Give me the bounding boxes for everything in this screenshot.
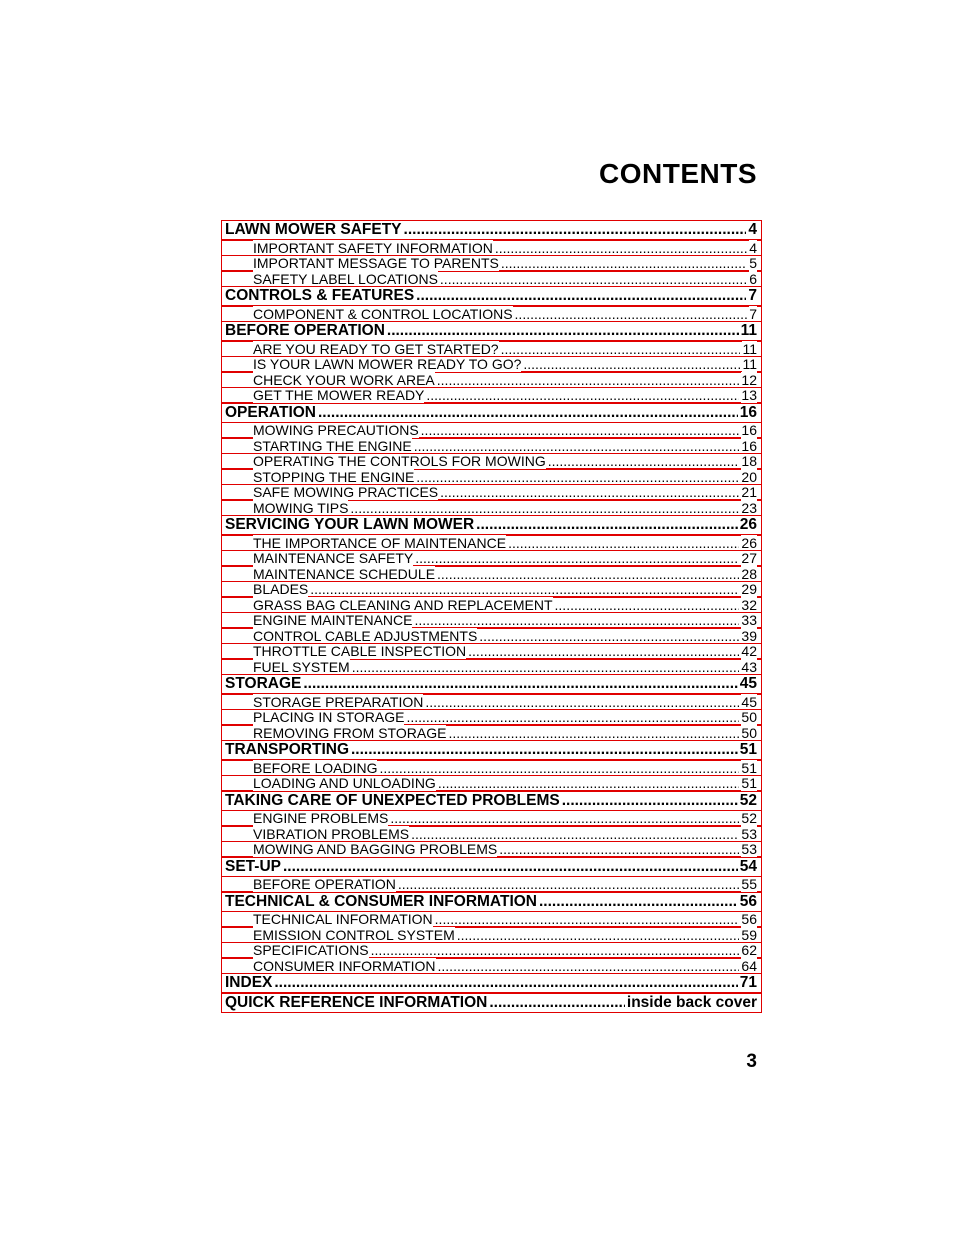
toc-entry-page: 27 xyxy=(741,550,757,566)
toc-subsection-entry[interactable] xyxy=(221,437,762,454)
toc-entry-page: 21 xyxy=(741,484,757,500)
dot-leader xyxy=(274,974,737,992)
toc-entry-page: 71 xyxy=(739,974,757,991)
dot-leader xyxy=(310,581,739,597)
toc-entry-label: CONTROL CABLE ADJUSTMENTS xyxy=(253,627,478,644)
page-number: 3 xyxy=(746,1051,757,1072)
dot-leader xyxy=(411,826,739,842)
toc-subsection-entry[interactable] xyxy=(221,942,762,959)
dot-leader xyxy=(421,422,740,438)
toc-entry-label: INDEX xyxy=(225,974,273,991)
toc-subsection-entry[interactable] xyxy=(221,255,762,272)
dot-leader xyxy=(425,694,739,710)
toc-entry-page: 32 xyxy=(741,596,757,613)
toc-section-entry[interactable] xyxy=(221,220,762,241)
dot-leader xyxy=(468,643,739,659)
toc-section-entry[interactable] xyxy=(221,973,762,994)
toc-entry-page: 56 xyxy=(741,911,757,927)
toc-subsection-entry[interactable] xyxy=(221,534,762,551)
dot-leader xyxy=(398,876,740,892)
dot-leader xyxy=(437,566,739,582)
toc-entry-label: TECHNICAL & CONSUMER INFORMATION xyxy=(225,892,537,910)
dot-leader xyxy=(501,341,741,357)
dot-leader xyxy=(404,221,747,239)
toc-section-entry[interactable] xyxy=(221,674,762,695)
toc-entry-page: 20 xyxy=(741,468,757,485)
dot-leader xyxy=(476,516,738,534)
toc-entry-page: 59 xyxy=(741,926,757,943)
toc-entry-page: 52 xyxy=(741,810,757,826)
dot-leader xyxy=(351,741,738,759)
toc-section-entry[interactable] xyxy=(221,891,762,912)
toc-entry-label: TRANSPORTING xyxy=(225,741,349,758)
dot-leader xyxy=(523,356,740,372)
toc-entry-label: TECHNICAL INFORMATION xyxy=(253,911,433,927)
dot-leader xyxy=(416,469,739,485)
dot-leader xyxy=(499,841,739,857)
dot-leader xyxy=(283,858,738,876)
toc-entry-label: MAINTENANCE SCHEDULE xyxy=(253,565,436,582)
dot-leader xyxy=(318,404,738,422)
toc-entry-label: GET THE MOWER READY xyxy=(253,387,425,403)
toc-entry-label: IMPORTANT SAFETY INFORMATION xyxy=(253,239,493,256)
dot-leader xyxy=(440,484,739,500)
toc-entry-page: 7 xyxy=(748,287,757,304)
toc-entry-label: THE IMPORTANCE OF MAINTENANCE xyxy=(253,534,507,551)
toc-section-entry[interactable] xyxy=(221,321,762,342)
dot-leader xyxy=(562,792,738,810)
toc-entry-label: STARTING THE ENGINE xyxy=(253,437,412,454)
toc-entry-page: 11 xyxy=(742,356,757,372)
toc-entry-label: QUICK REFERENCE INFORMATION xyxy=(225,993,488,1011)
toc-subsection-entry[interactable] xyxy=(221,825,762,842)
toc-section-entry[interactable] xyxy=(221,286,762,307)
toc-subsection-entry[interactable] xyxy=(221,957,762,974)
toc-entry-label: OPERATING THE CONTROLS FOR MOWING xyxy=(253,453,546,469)
toc-entry-label: BEFORE LOADING xyxy=(253,759,378,776)
dot-leader xyxy=(303,675,737,693)
toc-entry-page: 64 xyxy=(741,957,757,974)
toc-entry-page: 51 xyxy=(741,759,757,776)
toc-entry-label: FUEL SYSTEM xyxy=(253,658,350,675)
toc-entry-label: EMISSION CONTROL SYSTEM xyxy=(253,926,455,943)
toc-entry-page: 29 xyxy=(741,581,757,597)
toc-subsection-entry[interactable] xyxy=(221,484,762,501)
toc-entry-page: 53 xyxy=(741,825,757,842)
toc-entry-page: 16 xyxy=(741,437,757,454)
table-of-contents xyxy=(221,221,762,1013)
dot-leader xyxy=(438,958,740,974)
toc-entry-label: IS YOUR LAWN MOWER READY TO GO? xyxy=(253,356,522,372)
dot-leader xyxy=(555,597,740,613)
dot-leader xyxy=(548,453,740,469)
dot-leader xyxy=(426,387,739,403)
toc-subsection-entry[interactable] xyxy=(221,581,762,598)
toc-entry-page: 33 xyxy=(741,612,757,628)
dot-leader xyxy=(501,255,747,271)
toc-entry-page: 51 xyxy=(739,741,757,758)
dot-leader xyxy=(435,911,740,927)
toc-entry-label: THROTTLE CABLE INSPECTION xyxy=(253,643,467,659)
toc-entry-page: 45 xyxy=(741,693,757,710)
dot-leader xyxy=(508,535,739,551)
toc-entry-page: 56 xyxy=(739,892,757,910)
toc-entry-label: STORAGE PREPARATION xyxy=(253,693,424,710)
toc-subsection-entry[interactable] xyxy=(221,270,762,287)
toc-entry-label: MOWING AND BAGGING PROBLEMS xyxy=(253,841,498,857)
dot-leader xyxy=(406,709,739,725)
toc-entry-page: 50 xyxy=(741,709,757,725)
toc-entry-page: 50 xyxy=(741,724,757,741)
toc-subsection-entry[interactable] xyxy=(221,356,762,373)
toc-subsection-entry[interactable] xyxy=(221,841,762,858)
toc-entry-label: ENGINE PROBLEMS xyxy=(253,810,389,826)
toc-entry-label: MAINTENANCE SAFETY xyxy=(253,550,414,566)
toc-entry-page: 12 xyxy=(741,371,757,388)
toc-entry-label: ENGINE MAINTENANCE xyxy=(253,612,413,628)
toc-entry-label: TAKING CARE OF UNEXPECTED PROBLEMS xyxy=(225,791,560,809)
toc-entry-label: GRASS BAG CLEANING AND REPLACEMENT xyxy=(253,596,553,613)
toc-entry-page: 55 xyxy=(741,876,757,892)
toc-entry-page: 7 xyxy=(749,305,757,322)
toc-entry-page: 39 xyxy=(741,627,757,644)
toc-entry-label: SERVICING YOUR LAWN MOWER xyxy=(225,516,475,533)
toc-entry-label: MOWING PRECAUTIONS xyxy=(253,422,419,438)
toc-subsection-entry[interactable] xyxy=(221,453,762,470)
toc-subsection-entry[interactable] xyxy=(221,709,762,726)
toc-subsection-entry[interactable] xyxy=(221,387,762,404)
toc-entry-page: 62 xyxy=(741,942,757,958)
dot-leader xyxy=(415,550,739,566)
toc-entry-label: CHECK YOUR WORK AREA xyxy=(253,371,435,388)
toc-subsection-entry[interactable] xyxy=(221,911,762,928)
toc-subsection-entry[interactable] xyxy=(221,468,762,485)
dot-leader xyxy=(479,628,739,644)
toc-entry-page: 28 xyxy=(741,565,757,582)
toc-entry-page: inside back cover xyxy=(626,993,757,1011)
dot-leader xyxy=(352,659,740,675)
dot-leader xyxy=(448,725,739,741)
toc-subsection-entry[interactable] xyxy=(221,565,762,582)
toc-entry-label: CONSUMER INFORMATION xyxy=(253,957,436,974)
dot-leader xyxy=(350,500,739,516)
toc-subsection-entry[interactable] xyxy=(221,422,762,439)
dot-leader xyxy=(390,810,739,826)
dot-leader xyxy=(387,322,739,340)
toc-entry-label: BEFORE OPERATION xyxy=(253,876,396,892)
toc-entry-label: VIBRATION PROBLEMS xyxy=(253,825,410,842)
toc-subsection-entry[interactable] xyxy=(221,658,762,675)
toc-entry-label: PLACING IN STORAGE xyxy=(253,709,405,725)
toc-subsection-entry[interactable] xyxy=(221,693,762,710)
toc-entry-label: BLADES xyxy=(253,581,309,597)
toc-entry-label: LAWN MOWER SAFETY xyxy=(225,221,402,238)
toc-entry-label: MOWING TIPS xyxy=(253,499,349,516)
toc-entry-page: 45 xyxy=(739,675,757,692)
toc-entry-page: 26 xyxy=(739,516,757,533)
toc-section-entry[interactable] xyxy=(221,740,762,761)
toc-entry-label: IMPORTANT MESSAGE TO PARENTS xyxy=(253,255,499,271)
toc-subsection-entry[interactable] xyxy=(221,775,762,792)
toc-entry-label: REMOVING FROM STORAGE xyxy=(253,724,447,741)
toc-entry-page: 4 xyxy=(748,221,757,238)
dot-leader xyxy=(416,287,746,305)
dot-leader xyxy=(414,612,739,628)
dot-leader xyxy=(440,271,747,287)
toc-entry-page: 13 xyxy=(741,387,757,403)
dot-leader xyxy=(489,994,625,1012)
toc-entry-page: 16 xyxy=(741,422,757,438)
toc-section-entry[interactable] xyxy=(221,402,762,423)
toc-subsection-entry[interactable] xyxy=(221,876,762,893)
page-title: CONTENTS xyxy=(599,158,757,189)
toc-subsection-entry[interactable] xyxy=(221,371,762,388)
dot-leader xyxy=(495,240,747,256)
toc-entry-page: 5 xyxy=(749,255,757,271)
toc-subsection-entry[interactable] xyxy=(221,305,762,322)
toc-entry-page: 26 xyxy=(741,534,757,551)
dot-leader xyxy=(515,306,748,322)
toc-entry-label: BEFORE OPERATION xyxy=(225,322,385,339)
toc-subsection-entry[interactable] xyxy=(221,239,762,256)
toc-subsection-entry[interactable] xyxy=(221,643,762,660)
dot-leader xyxy=(438,775,740,791)
toc-entry-page: 6 xyxy=(749,270,757,287)
toc-subsection-entry[interactable] xyxy=(221,759,762,776)
toc-section-entry[interactable] xyxy=(221,992,762,1013)
toc-entry-label: OPERATION xyxy=(225,403,316,421)
toc-entry-page: 4 xyxy=(749,239,757,256)
toc-entry-page: 42 xyxy=(741,643,757,659)
toc-subsection-entry[interactable] xyxy=(221,340,762,357)
toc-entry-page: 16 xyxy=(739,403,757,421)
toc-entry-label: SET-UP xyxy=(225,857,281,875)
toc-entry-label: COMPONENT & CONTROL LOCATIONS xyxy=(253,305,513,322)
toc-entry-page: 53 xyxy=(741,841,757,857)
dot-leader xyxy=(539,893,738,911)
toc-subsection-entry[interactable] xyxy=(221,926,762,943)
toc-entry-label: LOADING AND UNLOADING xyxy=(253,775,436,791)
toc-entry-label: ARE YOU READY TO GET STARTED? xyxy=(253,340,499,357)
toc-subsection-entry[interactable] xyxy=(221,550,762,567)
dot-leader xyxy=(414,438,740,454)
toc-section-entry[interactable] xyxy=(221,790,762,811)
toc-entry-label: SAFE MOWING PRACTICES xyxy=(253,484,439,500)
toc-entry-label: STOPPING THE ENGINE xyxy=(253,468,415,485)
toc-entry-page: 23 xyxy=(741,499,757,516)
toc-entry-page: 52 xyxy=(739,791,757,809)
dot-leader xyxy=(457,927,740,943)
toc-entry-page: 11 xyxy=(740,322,757,339)
dot-leader xyxy=(371,942,740,958)
toc-subsection-entry[interactable] xyxy=(221,627,762,644)
toc-subsection-entry[interactable] xyxy=(221,596,762,613)
toc-entry-label: SAFETY LABEL LOCATIONS xyxy=(253,270,438,287)
toc-entry-page: 43 xyxy=(741,658,757,675)
toc-entry-label: CONTROLS & FEATURES xyxy=(225,287,415,304)
toc-entry-page: 54 xyxy=(739,857,757,875)
toc-section-entry[interactable] xyxy=(221,515,762,536)
toc-entry-label: STORAGE xyxy=(225,675,302,692)
toc-subsection-entry[interactable] xyxy=(221,612,762,629)
toc-entry-page: 11 xyxy=(742,340,757,357)
toc-entry-page: 51 xyxy=(741,775,757,791)
toc-subsection-entry[interactable] xyxy=(221,810,762,827)
toc-entry-page: 18 xyxy=(741,453,757,469)
toc-entry-label: SPECIFICATIONS xyxy=(253,942,369,958)
toc-section-entry[interactable] xyxy=(221,856,762,877)
toc-subsection-entry[interactable] xyxy=(221,724,762,741)
toc-subsection-entry[interactable] xyxy=(221,499,762,516)
dot-leader xyxy=(379,760,739,776)
dot-leader xyxy=(437,372,740,388)
